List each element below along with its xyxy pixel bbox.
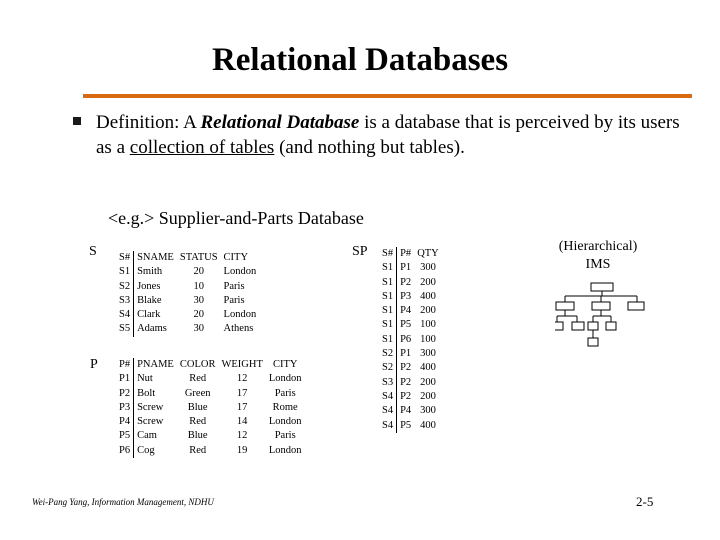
table-cell: S1 (379, 261, 397, 275)
table-cell: 30 (193, 294, 204, 306)
tree-leaf-node (606, 322, 616, 330)
table-p-label: P (90, 357, 98, 372)
table-cell: P6 (400, 333, 412, 345)
table-cell: 12 (236, 373, 248, 385)
table-cell: S3 (379, 376, 397, 390)
table-row (379, 390, 442, 404)
table-row (116, 308, 259, 322)
column-header: STATUS (179, 252, 218, 263)
column-header: WEIGHT (221, 359, 263, 370)
table-cell: Screw (137, 416, 164, 428)
table-row (116, 444, 305, 458)
table-cell: 400 (420, 362, 436, 374)
table-cell: S4 (116, 308, 134, 322)
definition-term: Relational Database (200, 112, 360, 133)
table-row (116, 322, 259, 336)
table-cell: Smith (137, 266, 163, 278)
table-cell: Red (189, 373, 207, 385)
table-cell: P4 (116, 415, 134, 429)
tree-child-node (556, 302, 574, 310)
table-cell: 20 (193, 266, 204, 278)
table-cell: 100 (420, 333, 436, 345)
table-cell: S1 (116, 265, 134, 279)
column-header: P# (116, 358, 134, 372)
table-header-row (379, 247, 442, 261)
table-cell: P3 (116, 401, 134, 415)
table-cell: Cog (137, 444, 155, 456)
table-sp-label: SP (352, 244, 368, 259)
table-cell: S5 (116, 322, 134, 336)
table-cell: 300 (420, 348, 436, 360)
definition-suffix: (and nothing but tables). (274, 137, 465, 158)
footer-author: Wei-Pang Yang, Information Management, NDHU (32, 497, 214, 507)
tree-child-node (628, 302, 644, 310)
table-header-row (116, 251, 259, 265)
table-row (379, 376, 442, 390)
table-cell: London (268, 444, 302, 456)
table-row (116, 265, 259, 279)
table-row (116, 401, 305, 415)
table-cell: Adams (137, 323, 167, 335)
table-cell: S1 (379, 304, 397, 318)
definition-prefix: Definition: A (96, 112, 201, 133)
definition-middle: is a database that is perceived by its users as a (96, 112, 680, 158)
table-cell: P2 (400, 376, 412, 388)
ims-label-line2: IMS (585, 257, 611, 272)
table-cell: Bolt (137, 387, 156, 399)
table-cell: S2 (379, 347, 397, 361)
square-bullet-icon (72, 116, 82, 126)
table-cell: 10 (193, 280, 204, 292)
table-cell: P2 (116, 387, 134, 401)
table-row (116, 415, 305, 429)
table-cell: 100 (420, 319, 436, 331)
table-row (379, 261, 442, 275)
table-cell: S1 (379, 290, 397, 304)
definition-text (96, 110, 696, 160)
table-cell: 19 (236, 444, 248, 456)
table-cell: S1 (379, 318, 397, 332)
table-cell: S1 (379, 333, 397, 347)
table-cell: 17 (236, 401, 248, 413)
table-cell: Athens (223, 323, 254, 335)
table-row (116, 294, 259, 308)
table-s-label: S (89, 244, 97, 259)
table-row (379, 276, 442, 290)
table-cell: S3 (116, 294, 134, 308)
tree-leaf-node (555, 322, 563, 330)
table-cell: P6 (116, 444, 134, 458)
table-cell: Red (189, 416, 207, 428)
table-cell: 300 (420, 405, 436, 417)
table-cell: 400 (420, 290, 436, 302)
table-cell: 20 (193, 309, 204, 321)
table-cell: 30 (193, 323, 204, 335)
table-cell: P5 (400, 319, 412, 331)
column-header: P# (400, 248, 412, 259)
shipments-table (379, 247, 442, 433)
table-row (379, 318, 442, 332)
table-cell: S1 (379, 276, 397, 290)
column-header: S# (379, 247, 397, 261)
definition-underlined: collection of tables (129, 137, 275, 158)
table-cell: Paris (223, 294, 245, 306)
table-cell: Green (184, 387, 211, 399)
table-row (116, 429, 305, 443)
table-cell: P3 (400, 290, 412, 302)
ims-label (538, 238, 658, 274)
hierarchy-tree-diagram (555, 282, 645, 357)
table-cell: Blue (187, 430, 208, 442)
parts-table (116, 358, 305, 458)
table-cell: P2 (400, 390, 412, 402)
table-cell: 300 (420, 262, 436, 274)
table-cell: S4 (379, 419, 397, 433)
table-cell: P1 (400, 348, 412, 360)
column-header: COLOR (179, 359, 216, 370)
column-header: CITY (223, 252, 249, 263)
table-cell: Clark (137, 309, 161, 321)
table-cell: P2 (400, 276, 412, 288)
tree-leaf-node (572, 322, 584, 330)
table-cell: Rome (272, 401, 298, 413)
column-header: S# (116, 251, 134, 265)
ims-label-line1: (Hierarchical) (558, 239, 638, 254)
table-cell: 200 (420, 305, 436, 317)
table-cell: S2 (379, 361, 397, 375)
table-header-row (116, 358, 305, 372)
table-row (379, 333, 442, 347)
table-cell: S4 (379, 390, 397, 404)
table-cell: Blue (187, 401, 208, 413)
table-row (379, 404, 442, 418)
table-row (379, 290, 442, 304)
table-row (116, 372, 305, 386)
table-cell: Nut (137, 373, 153, 385)
table-cell: P4 (400, 305, 412, 317)
table-row (379, 304, 442, 318)
table-row (116, 280, 259, 294)
table-cell: Paris (274, 387, 296, 399)
table-cell: P2 (400, 362, 412, 374)
table-cell: 200 (420, 276, 436, 288)
slide-title: Relational Databases (211, 42, 509, 78)
table-row (379, 361, 442, 375)
table-cell: Red (189, 444, 207, 456)
tree-leaf-node (588, 322, 598, 330)
table-cell: Paris (223, 280, 245, 292)
column-header: SNAME (137, 252, 174, 263)
slide-number: 2-5 (636, 494, 654, 509)
table-cell: 400 (420, 419, 436, 431)
table-cell: P4 (400, 405, 412, 417)
table-cell: 200 (420, 390, 436, 402)
table-cell: P1 (400, 262, 412, 274)
tree-root-node (591, 283, 613, 291)
table-cell: London (268, 373, 302, 385)
table-cell: London (223, 266, 257, 278)
table-cell: S4 (379, 404, 397, 418)
title-underline-rule (83, 94, 692, 98)
table-row (116, 387, 305, 401)
table-cell: London (223, 309, 257, 321)
table-cell: Screw (137, 401, 164, 413)
table-cell: London (268, 416, 302, 428)
table-cell: Paris (274, 430, 296, 442)
table-cell: P5 (400, 419, 412, 431)
column-header: PNAME (137, 359, 174, 370)
table-cell: P5 (116, 429, 134, 443)
table-row (379, 347, 442, 361)
table-row (379, 419, 442, 433)
table-cell: 12 (236, 430, 248, 442)
tree-leaf-node (588, 338, 598, 346)
tree-child-node (592, 302, 610, 310)
table-cell: 17 (236, 387, 248, 399)
column-header: CITY (272, 359, 298, 370)
column-header: QTY (417, 248, 439, 259)
table-cell: S2 (116, 280, 134, 294)
table-cell: 200 (420, 376, 436, 388)
table-cell: P1 (116, 372, 134, 386)
suppliers-table (116, 251, 259, 337)
example-heading: <e.g.> Supplier-and-Parts Database (108, 208, 364, 228)
table-cell: Cam (137, 430, 157, 442)
table-cell: 14 (236, 416, 248, 428)
table-cell: Blake (137, 294, 162, 306)
table-cell: Jones (137, 280, 161, 292)
